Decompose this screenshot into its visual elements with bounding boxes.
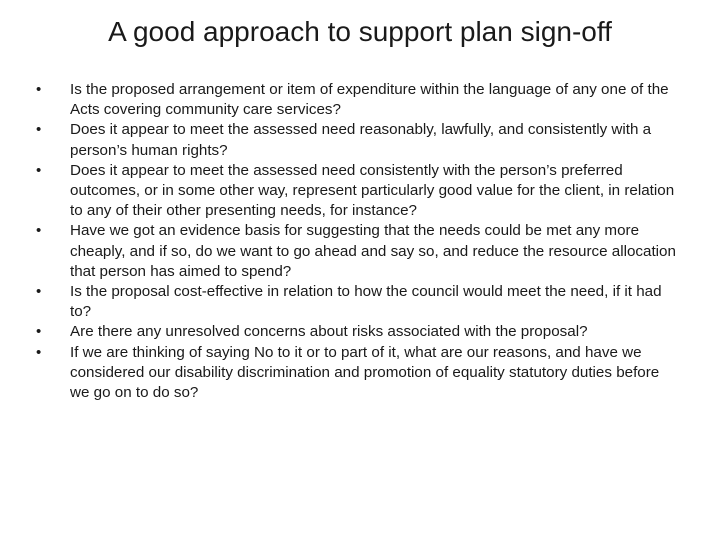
bullet-item	[36, 322, 676, 342]
bullet-icon: •	[36, 161, 42, 179]
bullet-text: Does it appear to meet the assessed need reasonably, lawfully, and consistently with a person’s human rights?	[70, 121, 652, 159]
bullet-text: Is the proposed arrangement or item of expenditure within the language of any one of the Acts covering community care services?	[70, 81, 669, 119]
bullet-item	[36, 120, 676, 160]
bullet-text: Have we got an evidence basis for suggesting that the needs could be met any more cheaply, and if so, do we want to go ahead and say so, and reduce the resource allocation that person has aimed to spend?	[70, 222, 676, 280]
bullet-item	[36, 80, 676, 120]
bullet-icon: •	[36, 222, 42, 240]
bullet-icon: •	[36, 81, 42, 98]
bullet-text: If we are thinking of saying No to it or to part of it, what are our reasons, and have we considered our disability discrimination and promotion of equality statutory duties before we go on to do so?	[70, 343, 660, 402]
bullet-text: Are there any unresolved concerns about risks associated with the proposal?	[70, 323, 588, 341]
bullet-item	[36, 161, 676, 222]
bullet-item	[36, 282, 676, 322]
bullet-text: Does it appear to meet the assessed need consistently with the person’s preferred outcomes, or in some other way, represent particularly good value for the client, in relation to any of their other presenting needs, for instance?	[70, 161, 675, 220]
slide-title: A good approach to support plan sign-off	[108, 16, 612, 47]
bullet-list	[36, 80, 676, 403]
bullet-item	[36, 221, 676, 282]
bullet-icon: •	[36, 343, 42, 361]
bullet-text: Is the proposal cost-effective in relation to how the council would meet the need, if it had to?	[70, 283, 662, 321]
bullet-icon: •	[36, 323, 42, 341]
bullet-item	[36, 343, 676, 404]
bullet-icon: •	[36, 121, 42, 139]
bullet-icon: •	[36, 283, 42, 301]
